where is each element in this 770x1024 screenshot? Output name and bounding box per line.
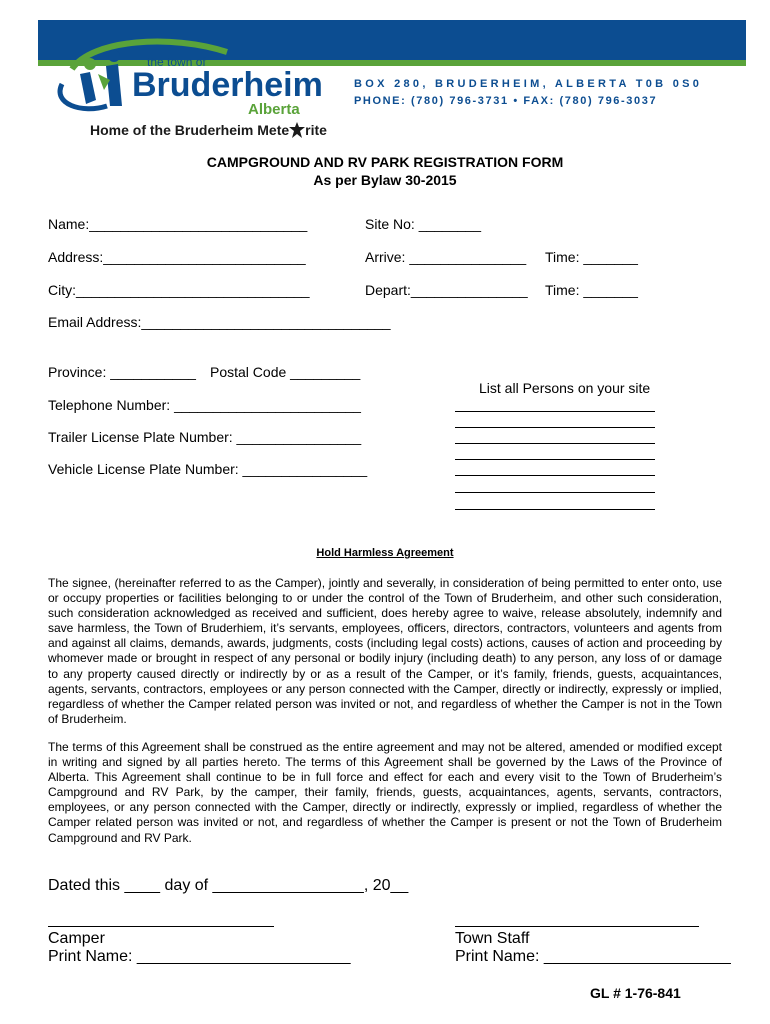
svg-text:the town of: the town of [147, 55, 206, 69]
agreement-paragraph-1: The signee, (hereinafter referred to as the Camper), jointly and severally, in consideration of being permitted to enter onto, use or occupy properties or facilities belonging to or under the control of the Town of Bruderheim, and other such consideration, such consideration acknowledged as received and sufficient, does hereby agree to waive, release absolutely, indemnify and save harmless, the Town of Bruderhiem, it’s servants, employees, officers, directors, contractors, volunteers and agents from and against all claims, demands, awards, judgments, costs (including legal costs) actions, causes of action and proceeding by whomever made or brought in respect of any personal or bodily injury (including death) to any person, any loss of or damage to any property caused directly or indirectly by or as a result of the Camper, or it’s family, friends, guests, acquaintances, agents, servants, contractors, employees or any person connected with the Camper, directly or indirectly, expressly or implied, regardless of whether the Camper related person was invited or not, and regardless of whether the Camper is not in the Town of Bruderheim. [48, 576, 722, 726]
vehicle-plate-field[interactable]: Vehicle License Plate Number: ________________ [48, 461, 368, 477]
agreement-heading: Hold Harmless Agreement [316, 547, 454, 559]
address-field[interactable]: Address:__________________________ [48, 249, 306, 265]
province-field[interactable]: Province: ___________ [48, 364, 196, 380]
person-line[interactable] [455, 427, 655, 428]
depart-time-field[interactable]: Time: _______ [545, 282, 638, 298]
staff-print-name-field[interactable]: Print Name: _____________________ [455, 948, 731, 965]
address-line: BOX 280, BRUDERHEIM, ALBERTA T0B 0S0 [354, 78, 703, 90]
tagline-text-end: rite [305, 122, 327, 138]
staff-signature-line[interactable] [455, 926, 699, 927]
person-line[interactable] [455, 492, 655, 493]
city-field[interactable]: City:______________________________ [48, 282, 310, 298]
meteorite-icon [289, 122, 305, 138]
tagline [90, 122, 327, 138]
email-field[interactable]: Email Address:________________________________ [48, 314, 391, 330]
phone-line: PHONE: (780) 796-3731 • FAX: (780) 796-3037 [354, 95, 658, 107]
tagline-text-start: Home of the Bruderheim Mete [90, 122, 290, 138]
trailer-plate-field[interactable]: Trailer License Plate Number: ________________ [48, 429, 362, 445]
site-no-field[interactable]: Site No: ________ [365, 216, 481, 232]
person-line[interactable] [455, 443, 655, 444]
svg-text:Bruderheim: Bruderheim [132, 66, 323, 104]
gl-number: GL # 1-76-841 [590, 985, 681, 1001]
person-line[interactable] [455, 459, 655, 460]
svg-text:Alberta: Alberta [248, 101, 300, 118]
staff-label: Town Staff [455, 930, 530, 947]
form-subtitle: As per Bylaw 30-2015 [313, 172, 457, 188]
telephone-field[interactable]: Telephone Number: ________________________ [48, 397, 361, 413]
camper-signature-line[interactable] [48, 926, 274, 927]
arrive-field[interactable]: Arrive: _______________ [365, 249, 527, 265]
person-line[interactable] [455, 509, 655, 510]
form-title: CAMPGROUND AND RV PARK REGISTRATION FORM [206, 154, 564, 170]
name-field[interactable]: Name:____________________________ [48, 216, 308, 232]
camper-label: Camper [48, 930, 105, 947]
person-line[interactable] [455, 411, 655, 412]
agreement-paragraph-2: The terms of this Agreement shall be construed as the entire agreement and may not be altered, amended or modified except in writing and signed by all parties hereto. The terms of this Agreement shall be governed by the Laws of the Province of Alberta. This Agreement shall continue to be in full force and effect for each and every visit to the Town of Bruderheim’s Campground and RV Park, by the camper, their family, friends, guests, acquaintances, agents, servants, contractors, employees, or any person connected with the Camper, directly or indirectly, expressly or implied, regardless of whether the Camper related person was invited or not, and regardless of whether the Camper is present or not the Town of Bruderheim Campground and RV Park. [48, 740, 722, 845]
postal-code-field[interactable]: Postal Code _________ [210, 364, 361, 380]
persons-list-label: List all Persons on your site [479, 380, 651, 396]
depart-field[interactable]: Depart:_______________ [365, 282, 528, 298]
dated-line[interactable]: Dated this ____ day of _________________, 20__ [48, 877, 409, 894]
person-line[interactable] [455, 475, 655, 476]
arrive-time-field[interactable]: Time: _______ [545, 249, 638, 265]
camper-print-name-field[interactable]: Print Name: ________________________ [48, 948, 351, 965]
bruderheim-logo [52, 34, 342, 124]
